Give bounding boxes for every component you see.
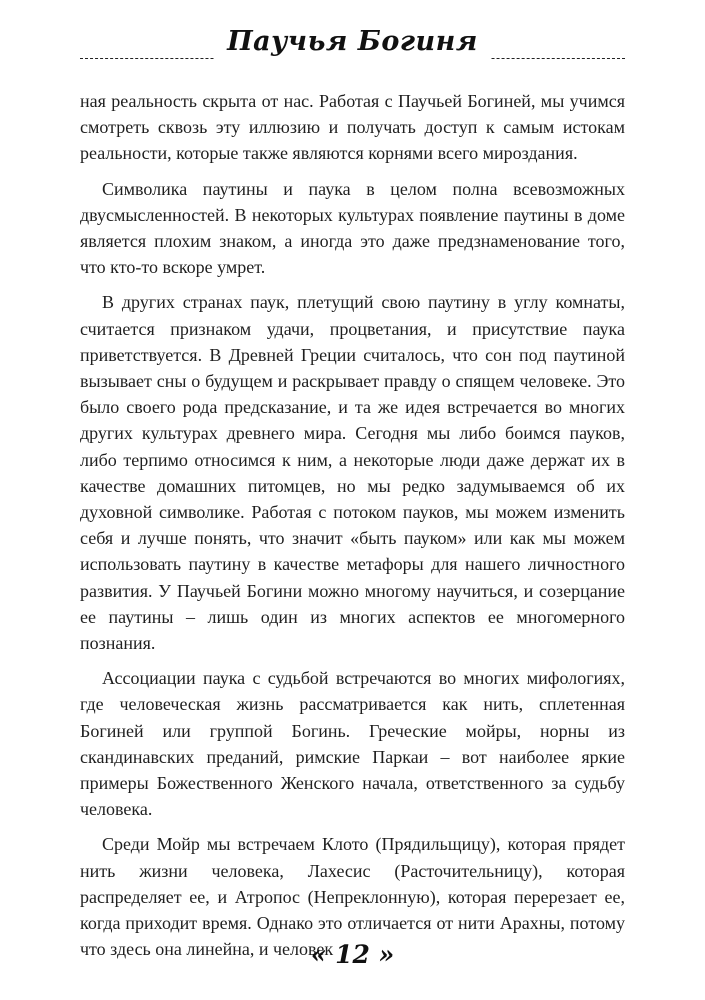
page-number: « 12 » [310, 940, 395, 969]
paragraph: Среди Мойр мы встречаем Клото (Прядильщицу), которая прядет нить жизни человека, Лахесис (Расточительницу), которая распределяет ее, и Атропос (Непреклонную), которая перерезает ее, когда приходит время. Однако это отличается от нити Арахны, потому что здесь она линейна, и человек [80, 834, 625, 960]
paragraph: В других странах паук, плетущий свою паутину в углу комнаты, считается признаком удачи, процветания, и присутствие паука приветствуется. В Древней Греции считалось, что сон под паутиной вызывает сны о будущем и раскрывает правду о спящем человеке. Это было своего рода предсказание, и та же идея встречается во многих других культурах древнего мира. Сегодня мы либо боимся пауков, либо терпимо относимся к ним, а некоторые люди даже держат их в качестве домашних питомцев, но мы редко задумываемся об их духовной символике. Работая с потоком пауков, мы можем изменить себя и лучше понять, что значит «быть пауком» или как мы можем использовать паутину в качестве метафоры для нашего личностного развития. У Паучьей Богини можно многому научиться, и созерцание ее паутины – лишь один из многих аспектов ее многомерного познания. [80, 292, 625, 654]
header-title: Паучья Богиня [215, 22, 490, 62]
running-header [80, 22, 625, 66]
page-footer [0, 940, 705, 980]
paragraph: Символика паутины и паука в целом полна всевозможных двусмысленностей. В некоторых культурах появление паутины в доме является плохим знаком, а иногда это даже предзнаменование того, что кто-то вскоре умрет. [80, 178, 625, 278]
paragraph: ная реальность скрыта от нас. Работая с Паучьей Богиней, мы учимся смотреть сквозь эту иллюзию и получать доступ к самым истокам реальности, которые также являются корнями всего мироздания. [80, 91, 625, 164]
paragraph: Ассоциации паука с судьбой встречаются во многих мифологиях, где человеческая жизнь рассматривается как нить, сплетенная Богиней или группой Богинь. Греческие мойры, норны из скандинавских преданий, римские Паркаи – вот наиболее яркие примеры Божественного Женского начала, ответственного за судьбу человека. [80, 668, 625, 820]
body-text [80, 88, 625, 972]
